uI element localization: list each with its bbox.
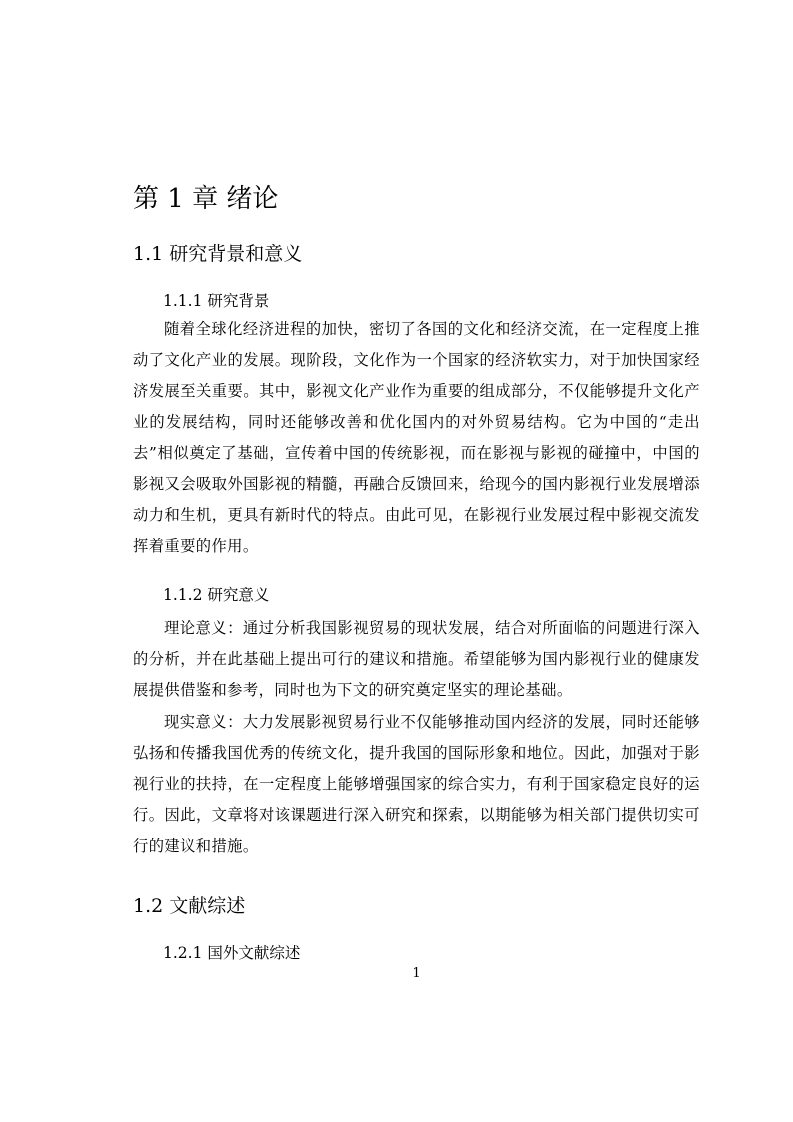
subsection-title-1-2-1: 1.2.1 国外文献综述 bbox=[163, 944, 301, 962]
section-title-1-1: 1.1 研究背景和意义 bbox=[133, 243, 303, 265]
chapter-title: 第 1 章 绪论 bbox=[133, 184, 279, 214]
paragraph-practical-significance: 现实意义：大力发展影视贸易行业不仅能够推动国内经济的发展，同时还能够弘扬和传播我国优秀的传统文化，提升我国的国际形象和地位。因此，加强对于影视行业的扶持，在一定程度上能够增强国家的综合实力，有利于国家稳定良好的运行。因此，文章将对该课题进行深入研究和探索，以期能够为相关部门提供切实可行的建议和措施。 bbox=[133, 713, 700, 855]
subsection-title-1-1-2: 1.1.2 研究意义 bbox=[163, 586, 270, 604]
paragraph-research-background: 随着全球化经济进程的加快，密切了各国的文化和经济交流，在一定程度上推动了文化产业的发展。现阶段，文化作为一个国家的经济软实力，对于加快国家经济发展至关重要。其中，影视文化产业作为重要的组成部分，不仅能够提升文化产业的发展结构，同时还能够改善和优化国内的对外贸易结构。它为中国的“走出去”相似奠定了基础，宣传着中国的传统影视，而在影视与影视的碰撞中，中国的影视又会吸取外国影视的精髓，再融合反馈回来，给现今的国内影视行业发展增添动力和生机，更具有新时代的特点。由此可见，在影视行业发展过程中影视交流发挥着重要的作用。 bbox=[133, 320, 700, 555]
paragraph-theoretical-significance: 理论意义：通过分析我国影视贸易的现状发展，结合对所面临的问题进行深入的分析，并在此基础上提出可行的建议和措施。希望能够为国内影视行业的健康发展提供借鉴和参考，同时也为下文的研究奠定坚实的理论基础。 bbox=[133, 619, 700, 699]
section-title-1-2: 1.2 文献综述 bbox=[133, 895, 246, 917]
subsection-title-1-1-1: 1.1.1 研究背景 bbox=[163, 292, 270, 310]
page-number: 1 bbox=[412, 966, 421, 981]
